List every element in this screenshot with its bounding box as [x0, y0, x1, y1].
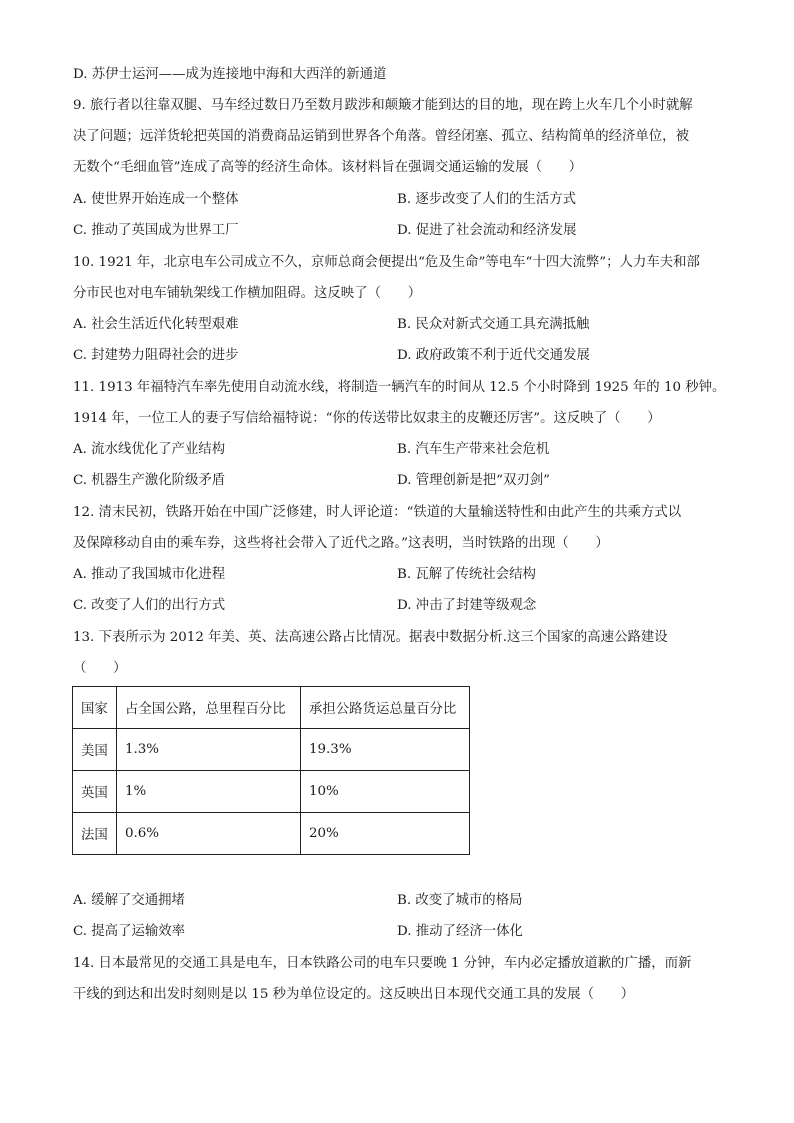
q10-stem-line-2: 分市民也对电车铺轨架线工作横加阻碍。这反映了（ ）: [73, 286, 422, 301]
table-cell: 法国: [73, 813, 117, 855]
table-cell: 英国: [73, 771, 117, 813]
q13-stem-line-2: （ ）: [73, 661, 127, 676]
table-row: [73, 771, 470, 813]
table-cell: 1%: [117, 771, 301, 813]
q12-stem-line-1: 12. 清末民初，铁路开始在中国广泛修建，时人评论道：“铁道的大量输送特性和由此产生的共乘方式以: [73, 505, 682, 520]
table-row: [73, 813, 470, 855]
q9-stem-line-1: 9. 旅行者以往靠双腿、马车经过数日乃至数月跋涉和颠簸才能到达的目的地，现在跨上火车几个小时就解: [73, 98, 693, 113]
highway-data-table: [72, 686, 470, 855]
table-cell: 美国: [73, 729, 117, 771]
table-header-cell: 国家: [73, 687, 117, 729]
q13-option-d: D. 推动了经济一体化: [397, 924, 523, 939]
q10-option-c: C. 封建势力阻碍社会的进步: [73, 348, 239, 363]
q13-stem-line-1: 13. 下表所示为 2012 年美、英、法高速公路占比情况。据表中数据分析.这三个国家的高速公路建设: [73, 630, 668, 645]
q14-stem-line-1: 14. 日本最常见的交通工具是电车，日本铁路公司的电车只要晚 1 分钟，车内必定播放道歉的广播，而新: [73, 956, 692, 971]
q9-option-d: D. 促进了社会流动和经济发展: [397, 223, 577, 238]
q11-stem-line-2: 1914 年，一位工人的妻子写信给福特说：“你的传送带比奴隶主的皮鞭还厉害”。这反映了（ ）: [73, 411, 661, 426]
q10-option-b: B. 民众对新式交通工具充满抵触: [397, 317, 590, 332]
q10-stem-line-1: 10. 1921 年，北京电车公司成立不久，京师总商会便提出“危及生命”等电车“十四大流弊”；人力车夫和部: [73, 255, 700, 270]
q13-option-c: C. 提高了运输效率: [73, 924, 186, 939]
q12-option-a: A. 推动了我国城市化进程: [73, 567, 226, 582]
q9-option-a: A. 使世界开始连成一个整体: [73, 192, 239, 207]
table-header-cell: 承担公路货运总量百分比: [301, 687, 470, 729]
q13-option-b: B. 改变了城市的格局: [397, 893, 523, 908]
q13-option-a: A. 缓解了交通拥堵: [73, 893, 185, 908]
table-cell: 1.3%: [117, 729, 301, 771]
q9-option-b: B. 逐步改变了人们的生活方式: [397, 192, 577, 207]
table-header-row: [73, 687, 470, 729]
table-header-cell: 占全国公路，总里程百分比: [117, 687, 301, 729]
q11-option-a: A. 流水线优化了产业结构: [73, 442, 226, 457]
table-cell: 10%: [301, 771, 470, 813]
table-row: [73, 729, 470, 771]
q11-option-d: D. 管理创新是把“双刃剑”: [397, 473, 550, 488]
q9-option-c: C. 推动了英国成为世界工厂: [73, 223, 239, 238]
q12-option-c: C. 改变了人们的出行方式: [73, 598, 226, 613]
q12-stem-line-2: 及保障移动自由的乘车券，这些将社会带入了近代之路。”这表明，当时铁路的出现（ ）: [73, 536, 609, 551]
q11-option-c: C. 机器生产激化阶级矛盾: [73, 473, 226, 488]
q9-stem-line-3: 无数个“毛细血管”连成了高等的经济生命体。该材料旨在强调交通运输的发展（ ）: [73, 160, 583, 175]
q10-option-d: D. 政府政策不利于近代交通发展: [397, 348, 590, 363]
q9-stem-line-2: 决了问题；远洋货轮把英国的消费商品运销到世界各个角落。曾经闭塞、孤立、结构简单的经济单位，被: [73, 129, 689, 144]
table-cell: 20%: [301, 813, 470, 855]
table-cell: 19.3%: [301, 729, 470, 771]
q10-option-a: A. 社会生活近代化转型艰难: [73, 317, 239, 332]
q11-stem-line-1: 11. 1913 年福特汽车率先使用自动流水线，将制造一辆汽车的时间从 12.5 个小时降到 1925 年的 10 秒钟。: [73, 380, 726, 395]
q11-option-b: B. 汽车生产带来社会危机: [397, 442, 550, 457]
table-cell: 0.6%: [117, 813, 301, 855]
q14-stem-line-2: 干线的到达和出发时刻则是以 15 秒为单位设定的。这反映出日本现代交通工具的发展（ ）: [73, 987, 635, 1002]
q12-option-b: B. 瓦解了传统社会结构: [397, 567, 536, 582]
q12-option-d: D. 冲击了封建等级观念: [397, 598, 537, 613]
q8-option-d: D. 苏伊士运河——成为连接地中海和大西洋的新通道: [73, 67, 387, 82]
